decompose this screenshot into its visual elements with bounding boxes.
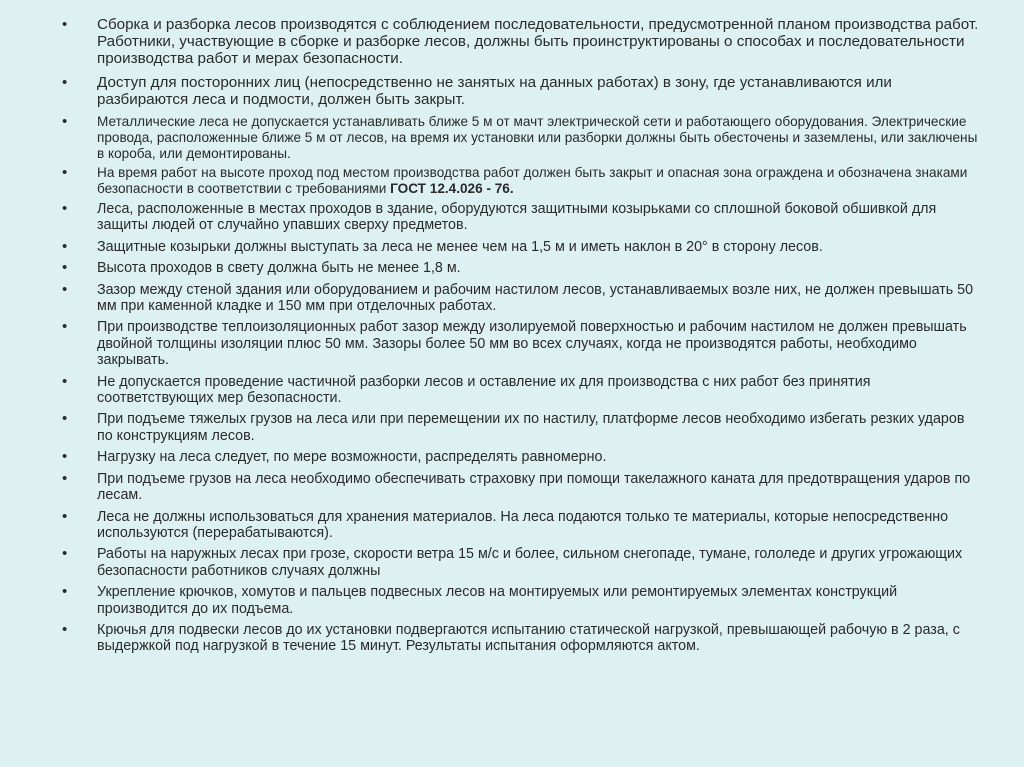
list-item-text: При подъеме тяжелых грузов на леса или при перемещении их по настилу, платформе лесов необходимо избегать резких ударов по конструкциям лесов. [97,411,965,444]
list-item [62,471,984,504]
list-item [62,114,984,161]
list-item [62,546,984,579]
list-item-text: Леса, расположенные в местах проходов в здание, оборудуются защитными козырьками со сплошной боковой обшивкой для защиты людей от случайно упавших сверху предметов. [97,201,937,234]
list-item-text: Металлические леса не допускается устанавливать ближе 5 м от мачт электрической сети и работающего оборудования. Электрические провода, расположенные ближе 5 м от лесов, на время их установки или разборки должны быть обесточены и заземлены, или заключены в короба, или демонтированы. [97,114,978,161]
list-item-text: Сборка и разборка лесов производятся с соблюдением последовательности, предусмотренной планом производства работ. Работники, участвующие в сборке и разборке лесов, должны быть проинструктированы о способах и последовательности производства работ и мерах безопасности. [97,16,979,68]
list-item [62,239,984,255]
list-item [62,411,984,444]
list-item [62,165,984,197]
list-item [62,260,984,276]
list-item-text: Высота проходов в свету должна быть не менее 1,8 м. [97,260,461,277]
gost-reference: ГОСТ 12.4.026 - 76. [390,181,514,197]
list-item [62,74,984,108]
list-item-text: Нагрузку на леса следует, по мере возможности, распределять равномерно. [97,449,607,466]
list-item [62,622,984,655]
list-item-text: Крючья для подвески лесов до их установки подвергаются испытанию статической нагрузкой, превышающей рабочую в 2 раза, с выдержкой под нагрузкой в течение 15 минут. Результаты испытания оформляются актом. [97,621,960,655]
list-item [62,319,984,368]
list-item-text: Работы на наружных лесах при грозе, скорости ветра 15 м/с и более, сильном снегопаде, тумане, гололеде и других угрожающих безопасности работников случаях должны [97,546,963,579]
list-item-text: Зазор между стеной здания или оборудованием и рабочим настилом лесов, устанавливаемых возле них, не должен превышать 50 мм при каменной кладке и 150 мм при отделочных работах. [97,281,974,315]
list-item-text: Леса не должны использоваться для хранения материалов. На леса подаются только те материалы, которые непосредственно используются (перерабатываются). [97,508,949,541]
list-item-text: При подъеме грузов на леса необходимо обеспечивать страховку при помощи такелажного каната для предотвращения ударов по лесам. [97,470,971,504]
list-item [62,16,984,68]
list-item-text: Не допускается проведение частичной разборки лесов и оставление их для производства с них работ без принятия соответствующих мер безопасности. [97,373,871,407]
list-item [62,449,984,465]
list-item-text: Защитные козырьки должны выступать за леса не менее чем на 1,5 м и иметь наклон в 20° в сторону лесов. [97,238,823,255]
list-item [62,201,984,234]
list-item [62,509,984,542]
list-item [62,584,984,617]
list-item [62,374,984,407]
list-item-text: Укрепление крючков, хомутов и пальцев подвесных лесов на монтируемых или ремонтируемых элементах конструкций производится до их подъема. [97,584,898,617]
bullet-list [62,16,984,655]
list-item-text: Доступ для посторонних лиц (непосредственно не занятых на данных работах) в зону, где устанавливаются или разбираются леса и подмости, должен быть закрыт. [97,73,892,108]
list-item-text: При производстве теплоизоляционных работ зазор между изолируемой поверхностью и рабочим настилом не должен превышать двойной толщины изоляции плюс 50 мм. Зазоры более 50 мм во всех случаях, когда не производятся работы, необходимо закрывать. [97,319,967,369]
list-item [62,282,984,315]
list-item-text: На время работ на высоте проход под местом производства работ должен быть закрыт и опасная зона ограждена и обозначена знаками безопасности в соответствии с требованиями [97,165,968,197]
